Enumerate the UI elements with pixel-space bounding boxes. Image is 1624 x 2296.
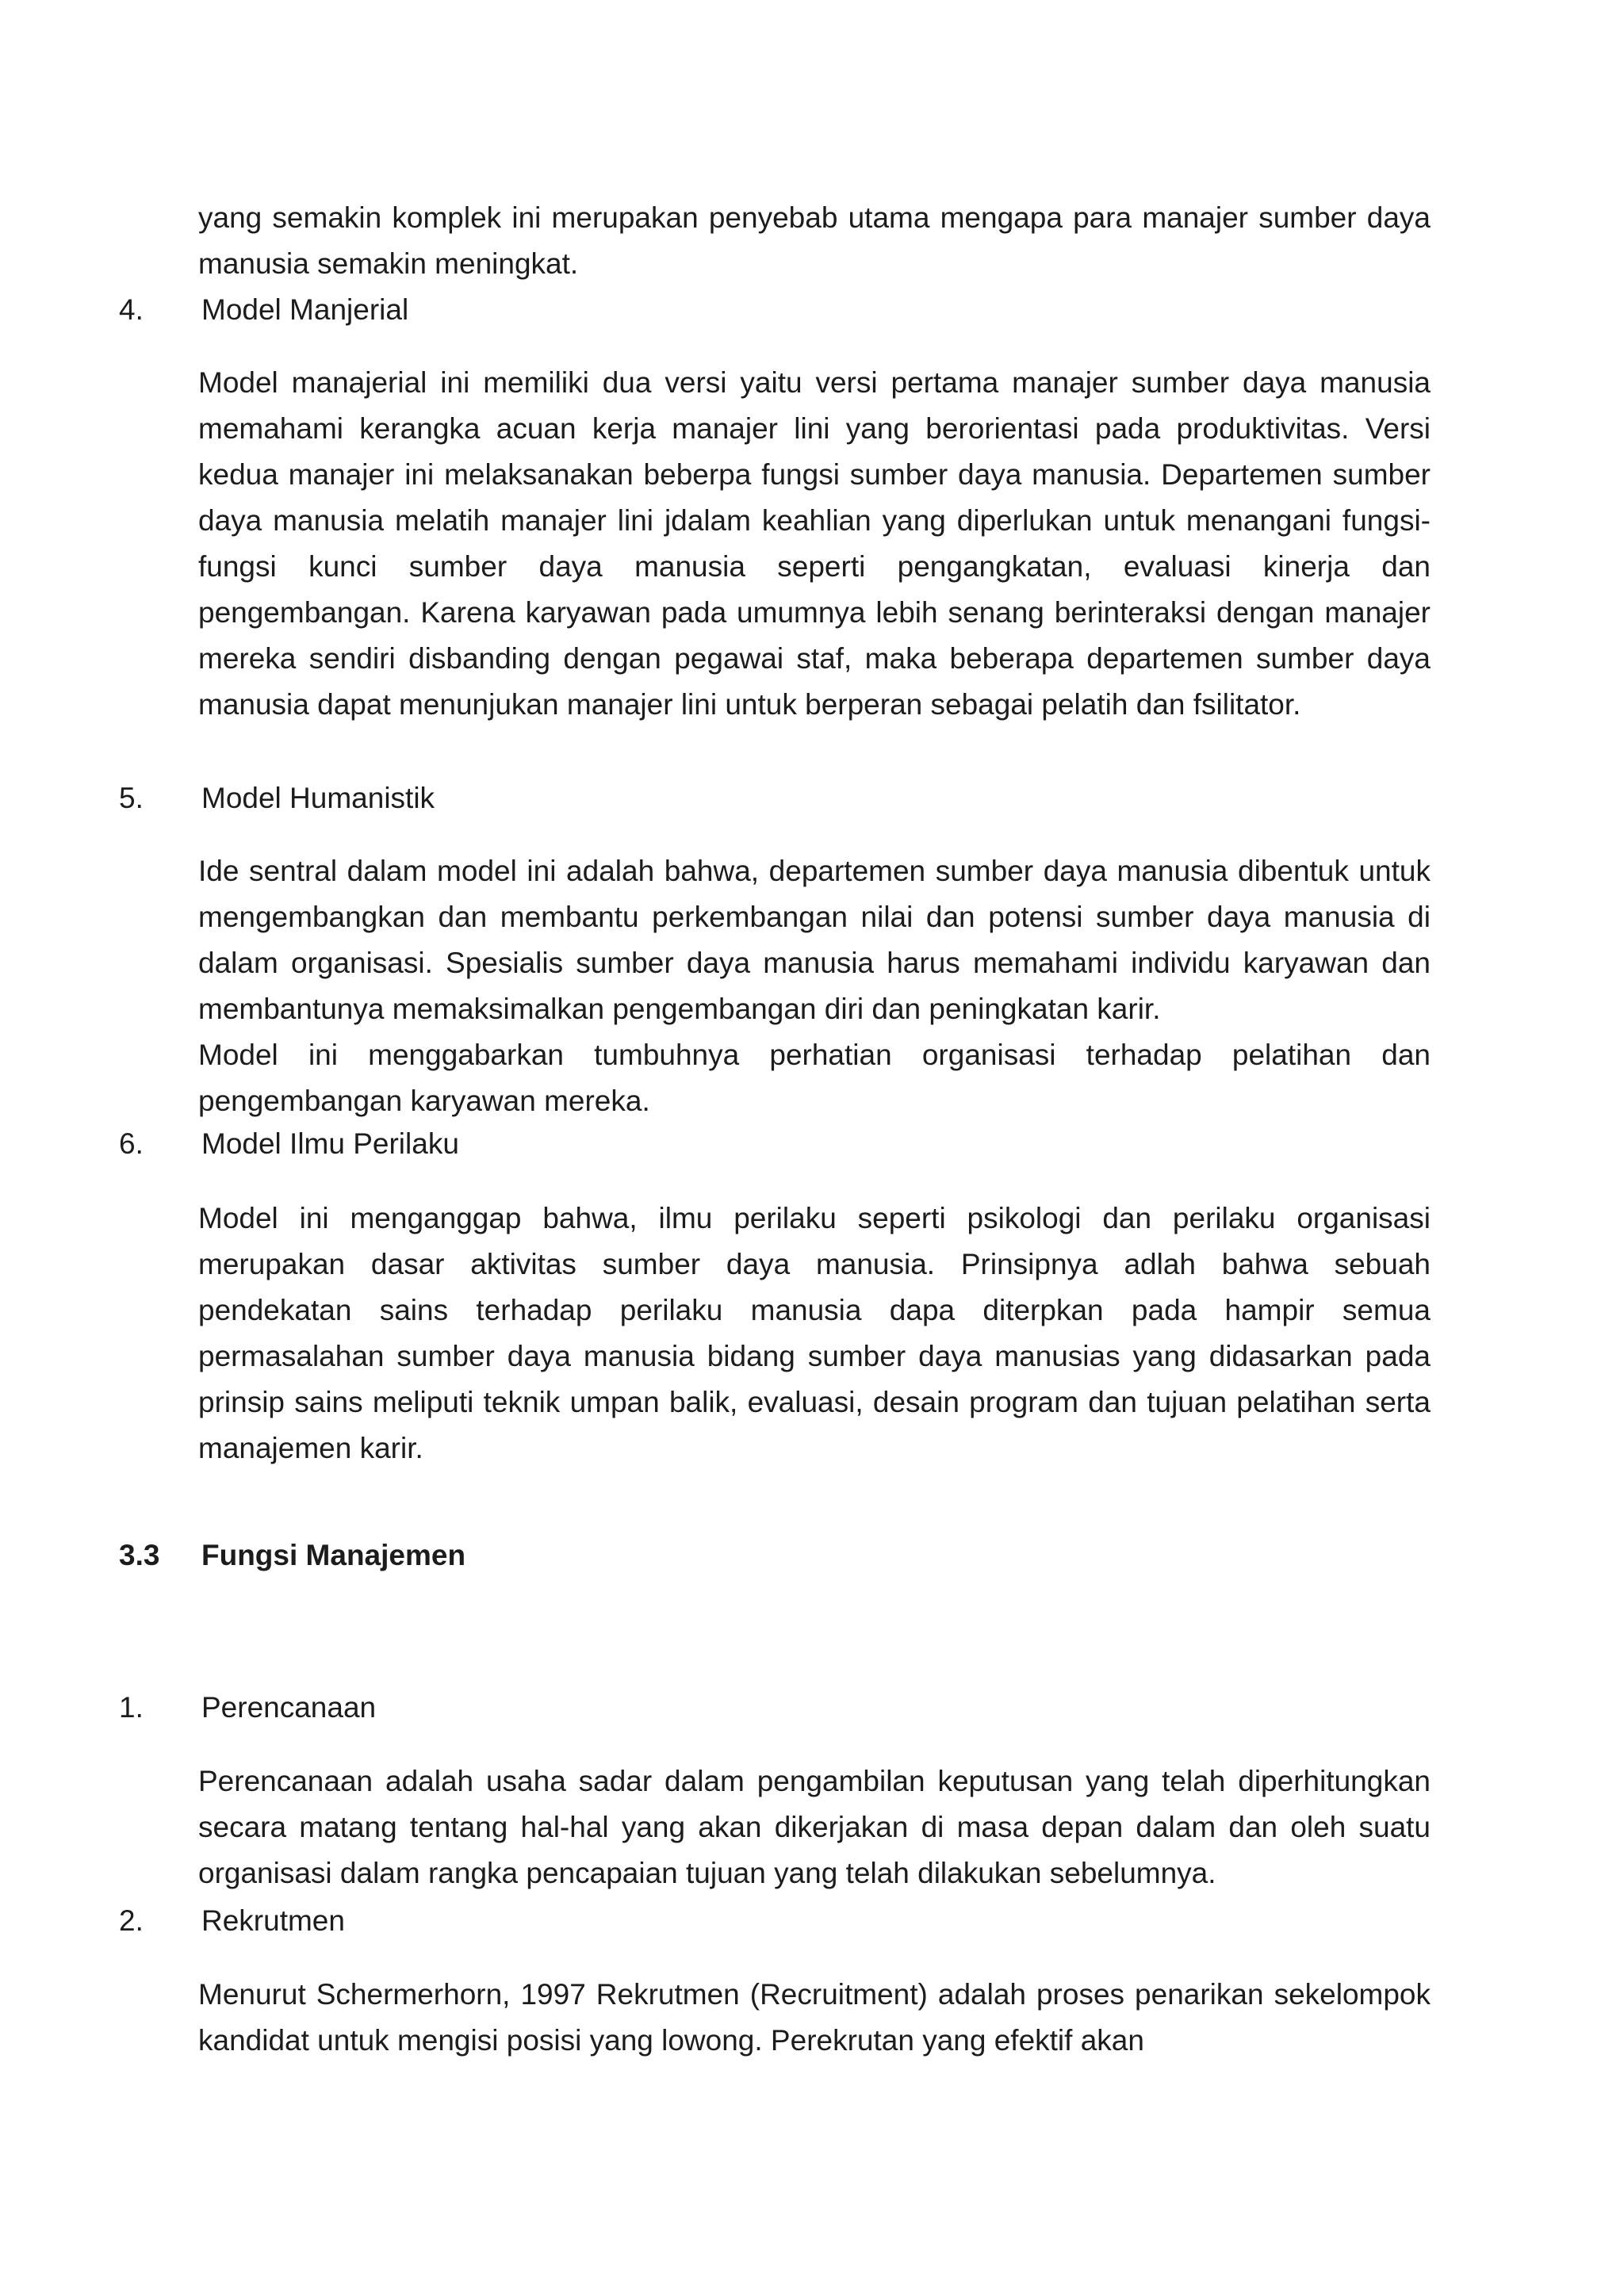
section-number: 3.3 — [119, 1539, 160, 1571]
function-1-title: Perencanaan — [201, 1691, 377, 1724]
intro-continuation-paragraph: yang semakin komplek ini merupakan penyebab utama mengapa para manajer sumber daya manusia semakin meningkat. — [198, 201, 1431, 280]
function-1-paragraph: Perencanaan adalah usaha sadar dalam pengambilan keputusan yang telah diperhitungkan secara matang tentang hal-hal yang akan dikerjakan di masa depan dalam dan oleh suatu organisasi dalam rangka pencapaian tujuan yang telah dilakukan sebelumnya. — [198, 1765, 1431, 1889]
model-4-paragraph: Model manajerial ini memiliki dua versi yaitu versi pertama manajer sumber daya manusia memahami kerangka acuan kerja manajer lini yang berorientasi pada produktivitas. Versi kedua manajer ini melaksanakan beberpa fungsi sumber daya manusia. Departemen sumber daya manusia melatih manajer lini jdalam keahlian yang diperlukan untuk menangani fungsi-fungsi kunci sumber daya manusia seperti pengangkatan, evaluasi kinerja dan pengembangan. Karena karyawan pada umumnya lebih senang berinteraksi dengan manajer mereka sendiri disbanding dengan pegawai staf, maka beberapa departemen sumber daya manusia dapat menunjukan manajer lini untuk berperan sebagai pelatih dan fsilitator. — [198, 366, 1431, 721]
function-2-number: 2. — [119, 1904, 144, 1937]
function-2-title: Rekrutmen — [201, 1904, 345, 1937]
function-1-number: 1. — [119, 1691, 144, 1724]
model-6-number: 6. — [119, 1127, 144, 1160]
model-6-paragraph: Model ini menganggap bahwa, ilmu perilaku seperti psikologi dan perilaku organisasi merupakan dasar aktivitas sumber daya manusia. Prinsipnya adlah bahwa sebuah pendekatan sains terhadap perilaku manusia dapa diterpkan pada hampir semua permasalahan sumber daya manusia bidang sumber daya manusias yang didasarkan pada prinsip sains meliputi teknik umpan balik, evaluasi, desain program dan tujuan pelatihan serta manajemen karir. — [198, 1202, 1431, 1464]
model-5-title: Model Humanistik — [201, 782, 435, 814]
function-2-paragraph: Menurut Schermerhorn, 1997 Rekrutmen (Recruitment) adalah proses penarikan sekelompok kandidat untuk mengisi posisi yang lowong. Perekrutan yang efektif akan — [198, 1978, 1431, 2057]
model-6-title: Model Ilmu Perilaku — [201, 1127, 459, 1160]
section-title: Fungsi Manajemen — [201, 1539, 466, 1571]
model-5-number: 5. — [119, 782, 144, 814]
model-5-paragraph-2: Model ini menggabarkan tumbuhnya perhatian organisasi terhadap pelatihan dan pengembangan karyawan mereka. — [198, 1039, 1431, 1117]
model-5-paragraph: Ide sentral dalam model ini adalah bahwa, departemen sumber daya manusia dibentuk untuk mengembangkan dan membantu perkembangan nilai dan potensi sumber daya manusia di dalam organisasi. Spesialis sumber daya manusia harus memahami individu karyawan dan membantunya memaksimalkan pengembangan diri dan peningkatan karir. — [198, 855, 1431, 1025]
model-4-title: Model Manjerial — [201, 293, 409, 326]
model-4-number: 4. — [119, 293, 144, 326]
